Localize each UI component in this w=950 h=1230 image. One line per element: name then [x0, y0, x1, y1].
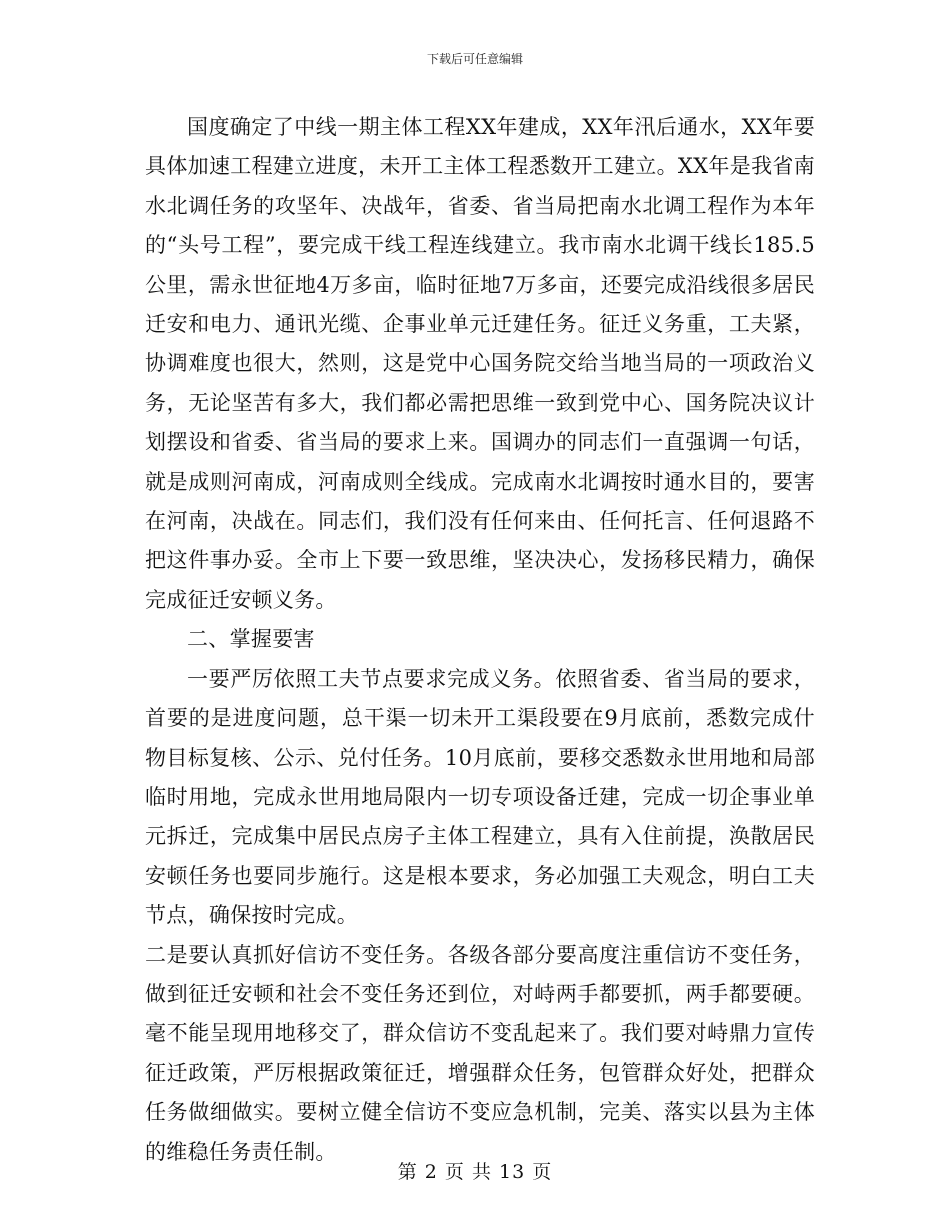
paragraph-time-nodes: 一要严厉依照工夫节点要求完成义务。依照省委、省当局的要求，首要的是进度问题，总干渠一切未开工渠段要在9月底前，悉数完成什物目标复核、公示、兑付任务。10月底前，要移交悉数永世用地和局部临时用地，完成永世用地局限内一切专项设备迁建，完成一切企事业单元拆迁，完成集中居民点房子主体工程建立，具有入住前提，涣散居民安顿任务也要同步施行。这是根本要求，务必加强工夫观念，明白工夫节点，确保按时完成。	[145, 666, 815, 928]
document-body	[145, 108, 815, 1172]
page-number-footer: 第 2 页 共 13 页	[397, 1161, 553, 1183]
section-heading-key-points: 二、掌握要害	[187, 627, 315, 652]
paragraph-petition-stability: 二是要认真抓好信访不变任务。各级各部分要高度注重信访不变任务，做到征迁安顿和社会不变任务还到位，对峙两手都要抓，两手都要硬。毫不能呈现用地移交了，群众信访不变乱起来了。我们要对峙鼎力宣传征迁政策，严厉根据政策征迁，增强群众任务，包管群众好处，把群众任务做细做实。要树立健全信访不变应急机制，完美、落实以县为主体的维稳任务责任制。	[145, 942, 815, 1164]
page-header-note: 下载后可任意编辑	[426, 52, 523, 66]
paragraph-progress-requirements: 国度确定了中线一期主体工程XX年建成，XX年汛后通水，XX年要具体加速工程建立进度，未开工主体工程悉数开工建立。XX年是我省南水北调任务的攻坚年、决战年，省委、省当局把南水北调工程作为本年的“头号工程”，要完成干线工程连线建立。我市南水北调干线长185.5公里，需永世征地4万多亩，临时征地7万多亩，还要完成沿线很多居民迁安和电力、通讯光缆、企事业单元迁建任务。征迁义务重，工夫紧，协调难度也很大，然则，这是党中心国务院交给当地当局的一项政治义务，无论坚苦有多大，我们都必需把思维一致到党中心、国务院决议计划摆设和省委、省当局的要求上来。国调办的同志们一直强调一句话，就是成则河南成，河南成则全线成。完成南水北调按时通水目的，要害在河南，决战在。同志们，我们没有任何来由、任何托言、任何退路不把这件事办妥。全市上下要一致思维，坚决决心，发扬移民精力，确保完成征迁安顿义务。	[145, 115, 815, 612]
